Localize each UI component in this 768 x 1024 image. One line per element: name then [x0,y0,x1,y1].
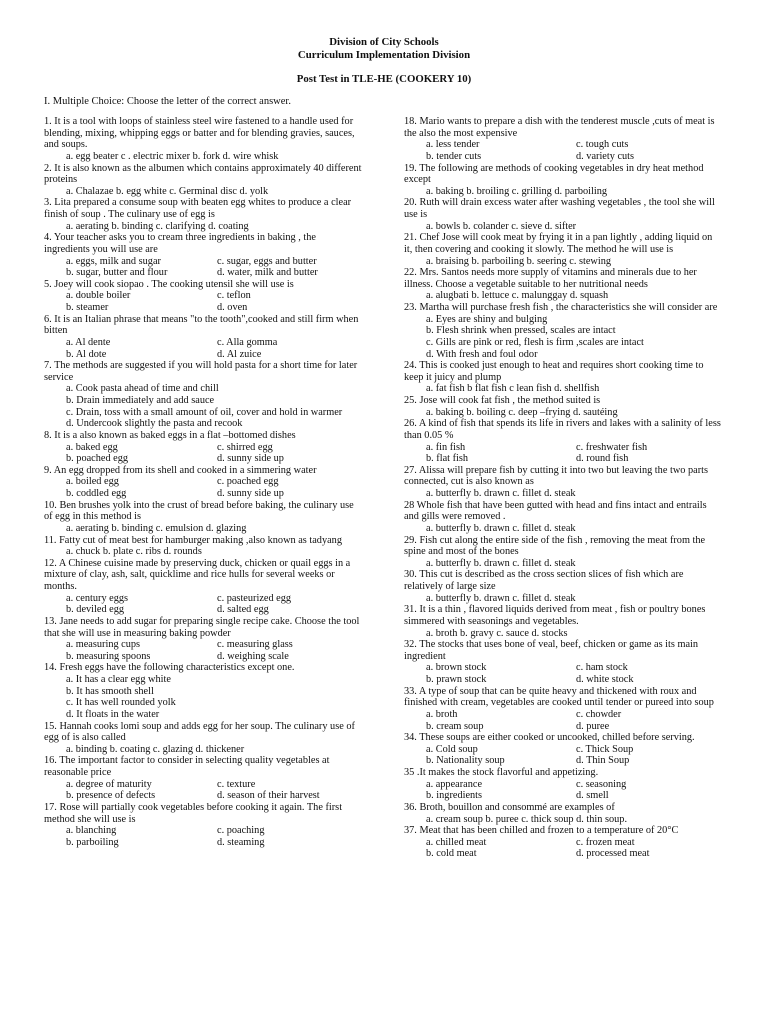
answer-option: d. Thin Soup [576,755,630,767]
answer-option: a. broth b. gravy c. sauce d. stocks [426,627,568,639]
answer-options [44,476,364,499]
question-text: 23. Martha will purchase fresh fish , the characteristics she will consider are [404,302,718,313]
answer-option: c. ham stock [576,662,628,674]
answer-option: c. Gills are pink or red, flesh is firm ,scales are intact [426,336,644,348]
question-item [44,500,364,535]
answer-options [404,709,722,732]
answer-options [404,383,722,395]
question-item [404,197,722,232]
question-text: 21. Chef Jose will cook meat by frying it in a pan lightly , adding liquid on it, then covering and cooking it slowly. The method he will use is [404,232,713,255]
question-item [404,825,722,860]
answer-option: c. Drain, toss with a small amount of oil, cover and hold in warmer [66,406,343,418]
answer-option: a. butterfly b. drawn c. fillet d. steak [426,557,576,569]
question-item [404,802,722,825]
answer-option: b. poached egg [66,453,129,465]
answer-option: c. Thick Soup [576,743,634,755]
answer-option: d. sunny side up [217,453,284,465]
answer-options [44,186,364,198]
answer-option: a. appearance [426,778,483,790]
answer-option: b. parboiling [66,836,119,848]
answer-option: d. It floats in the water [66,708,160,720]
question-text: 28 Whole fish that have been gutted with head and fins intact and entrails and gills were removed . [404,499,707,523]
answer-option: a. less tender [426,139,480,151]
question-item [404,686,722,733]
answer-option: a. chilled meat [426,836,487,848]
answer-option: c. chowder [576,708,622,720]
question-item [404,360,722,395]
answer-option: b. flat fish [426,453,469,465]
answer-options [404,139,722,162]
answer-option: a. double boiler [66,290,131,302]
answer-options [404,290,722,302]
question-item [404,232,722,267]
answer-option: b. presence of defects [66,790,156,802]
answer-option: a. boiled egg [66,476,119,488]
answer-options [404,593,722,605]
answer-option: c. shirred egg [217,441,273,453]
question-text: 10. Ben brushes yolk into the crust of bread before baking, the culinary use of egg in this method is [44,499,354,523]
answer-option: d. smell [576,790,609,802]
answer-option: d. round fish [576,453,629,465]
answer-option: a. binding b. coating c. glazing d. thickener [66,743,245,755]
answer-options [44,221,364,233]
answer-option: d. sunny side up [217,488,284,499]
answer-option: c. sugar, eggs and butter [217,255,317,267]
answer-option: a. egg beater c . electric mixer b. fork d. wire whisk [66,150,279,162]
answer-option: a. chuck b. plate c. ribs d. rounds [66,546,202,558]
question-item [44,279,364,314]
answer-option: d. salted egg [217,604,269,616]
answer-option: a. aerating b. binding c. emulsion d. glazing [66,522,247,534]
answer-option: a. aerating b. binding c. clarifying d. coating [66,220,249,232]
answer-options [44,290,364,313]
answer-option: c. It has well rounded yolk [66,697,176,709]
test-title: Post Test in TLE-HE (COOKERY 10) [296,72,472,85]
right-column [404,116,722,860]
answer-option: a. bowls b. colander c. sieve d. sifter [426,220,577,232]
answer-option: d. season of their harvest [217,790,320,802]
question-text: 26. A kind of fish that spends its life in rivers and lakes with a salinity of less than 0.05 % [404,418,721,441]
answer-options [44,256,364,279]
answer-option: d. Al zuice [217,348,262,360]
answer-option: c. pasteurized egg [217,592,292,604]
answer-option: a. Al dente [66,336,111,348]
question-item [44,616,364,663]
answer-option: d. Undercook slightly the pasta and recook [66,418,243,430]
answer-option: a. eggs, milk and sugar [66,255,161,267]
question-text: 15. Hannah cooks lomi soup and adds egg for her soup. The culinary use of egg of is also called [44,720,355,744]
answer-option: c. freshwater fish [576,441,648,453]
question-item [44,755,364,802]
answer-option: d. variety cuts [576,150,635,162]
question-text: 11. Fatty cut of meat best for hamburger making ,also known as tadyang [44,534,342,546]
question-text: 37. Meat that has been chilled and frozen to a temperature of 20°C [404,825,679,837]
answer-option: c. frozen meat [576,836,635,848]
question-item [44,360,364,430]
answer-option: a. braising b. parboiling b. seering c. stewing [426,255,612,267]
answer-options [44,744,364,756]
question-text: 13. Jane needs to add sugar for preparing single recipe cake. Choose the tool that she will use in measuring baking powder [44,615,360,639]
question-text: 33. A type of soup that can be quite heavy and thickened with roux and finished with cream, vegetables are cooked until tender or pureed into soup [404,685,714,709]
question-item [404,569,722,604]
answer-option: b. cold meat [426,848,477,860]
answer-options [404,628,722,640]
answer-option: a. blanching [66,825,117,837]
question-item [44,558,364,616]
question-item [44,662,364,720]
question-text: 5. Joey will cook siopao . The cooking utensil she will use is [44,278,294,290]
document-header [0,36,768,85]
answer-option: b. sugar, butter and flour [66,267,168,279]
question-item [44,430,364,465]
question-text: 7. The methods are suggested if you will hold pasta for a short time for later service [44,360,358,383]
question-item [44,535,364,558]
instructions: I. Multiple Choice: Choose the letter of the correct answer. [44,96,291,107]
question-item [44,802,364,849]
question-text: 32. The stocks that uses bone of veal, beef, chicken or game as its main ingredient [404,639,699,662]
answer-option: b. deviled egg [66,604,125,616]
answer-option: a. fin fish [426,441,466,453]
header-division: Division of City Schools [329,36,439,48]
question-text: 12. A Chinese cuisine made by preserving duck, chicken or quail eggs in a mixture of clay, ash, salt, quicklime and rice hulls for several weeks or months. [44,557,351,592]
question-item [44,197,364,232]
answer-options [404,221,722,233]
answer-options [404,558,722,570]
answer-option: a. baking b. broiling c. grilling d. parboiling [426,185,608,197]
question-text: 22. Mrs. Santos needs more supply of vitamins and minerals due to her illness. Choose a vegetable suitable to her nutritional needs [404,267,697,290]
answer-option: a. butterfly b. drawn c. fillet d. steak [426,488,576,499]
answer-option: a. cream soup b. puree c. thick soup d. thin soup. [426,813,628,825]
answer-option: c. tough cuts [576,139,629,151]
question-text: 20. Ruth will drain excess water after washing vegetables , the tool she will use is [404,197,715,220]
question-text: 35 .It makes the stock flavorful and appetizing. [404,767,599,778]
answer-option: a. alugbati b. lettuce c. malunggay d. squash [426,290,609,302]
answer-option: b. prawn stock [426,674,487,685]
answer-options [44,779,364,802]
answer-options [44,383,364,430]
question-item [404,604,722,639]
question-item [404,767,722,802]
question-item [44,116,364,163]
answer-options [44,337,364,360]
answer-option: d. With fresh and foul odor [426,348,538,360]
answer-option: b. steamer [66,302,109,313]
answer-option: b. measuring spoons [66,650,151,662]
answer-option: c. poached egg [217,476,279,488]
answer-option: b. tender cuts [426,150,482,162]
answer-option: a. century eggs [66,592,129,604]
answer-options [404,814,722,826]
question-text: 4. Your teacher asks you to cream three ingredients in baking , the ingredients you will use are [44,232,316,255]
question-text: 1. It is a tool with loops of stainless steel wire fastened to a handle used for blending, mixing, whipping eggs or batter and for blending gravies, sauces, and soups. [44,116,355,151]
answer-options [404,662,722,685]
question-item [404,535,722,570]
header-curriculum: Curriculum Implementation Division [297,48,471,61]
question-item [44,465,364,500]
question-text: 8. It is a also known as baked eggs in a flat –bottomed dishes [44,429,296,441]
answer-option: d. processed meat [576,848,650,860]
answer-option: a. fat fish b flat fish c lean fish d. shellfish [426,383,600,395]
answer-options [404,314,722,361]
answer-options [404,488,722,500]
question-text: 14. Fresh eggs have the following characteristics except one. [44,662,295,674]
answer-options [404,523,722,535]
answer-options [44,674,364,721]
question-item [404,465,722,500]
question-text: 34. These soups are either cooked or uncooked, chilled before serving. [404,732,695,744]
left-column [44,116,364,848]
answer-option: c. poaching [217,825,265,837]
answer-options [44,639,364,662]
answer-options [44,523,364,535]
answer-option: b. ingredients [426,790,483,802]
answer-option: b. It has smooth shell [66,685,154,697]
question-item [404,639,722,686]
answer-option: a. Chalazae b. egg white c. Germinal disc d. yolk [66,185,269,197]
answer-option: d. steaming [217,836,265,848]
answer-options [404,442,722,465]
answer-option: a. Cold soup [426,743,478,755]
answer-option: c. seasoning [576,778,627,790]
answer-option: c. Alla gomma [217,336,278,348]
question-text: 27. Alissa will prepare fish by cutting it into two but leaving the two parts connected, cut is also known as [404,464,708,488]
question-text: 17. Rose will partially cook vegetables before cooking it again. The first method she will use is [44,801,343,825]
answer-option: a. baked egg [66,441,118,453]
question-item [404,732,722,767]
answer-options [44,442,364,465]
answer-options [404,256,722,268]
answer-option: a. Eyes are shiny and bulging [426,313,548,325]
answer-option: d. water, milk and butter [217,267,318,279]
answer-options [404,779,722,802]
question-text: 29. Fish cut along the entire side of the fish , removing the meat from the spine and most of the bones [404,534,706,558]
question-text: 24. This is cooked just enough to heat and requires short cooking time to keep it juicy and plump [404,360,704,383]
question-item [404,302,722,360]
answer-option: d. weighing scale [217,650,289,662]
question-text: 18. Mario wants to prepare a dish with the tenderest muscle ,cuts of meat is the also the most expensive [404,116,715,139]
question-item [404,163,722,198]
question-text: 30. This cut is described as the cross section slices of fish which are relatively of large size [404,569,684,592]
answer-option: a. butterfly b. drawn c. fillet d. steak [426,592,576,604]
question-text: 9. An egg dropped from its shell and cooked in a simmering water [44,464,317,476]
question-text: 19. The following are methods of cooking vegetables in dry heat method except [404,162,704,186]
question-item [404,395,722,418]
answer-options [404,407,722,419]
answer-option: a. baking b. boiling c. deep –frying d. sautéing [426,406,618,418]
question-item [404,267,722,302]
answer-option: d. oven [217,302,248,313]
question-text: 3. Lita prepared a consume soup with beaten egg whites to produce a clear finish of soup . The culinary use of egg is [44,197,352,220]
answer-option: a. degree of maturity [66,778,152,790]
question-item [44,163,364,198]
answer-option: a. measuring cups [66,639,141,651]
answer-option: a. brown stock [426,662,487,674]
question-text: 6. It is an Italian phrase that means "to the tooth",cooked and still firm when bitten [44,313,359,337]
answer-option: b. Flesh shrink when pressed, scales are intact [426,325,616,337]
answer-option: a. Cook pasta ahead of time and chill [66,383,219,395]
question-text: 25. Jose will cook fat fish , the method suited is [404,395,601,406]
answer-options [404,186,722,198]
question-item [44,721,364,756]
answer-option: b. Nationality soup [426,755,505,767]
answer-options [44,546,364,558]
answer-option: d. white stock [576,674,634,685]
answer-options [44,151,364,163]
question-text: 2. It is also known as the albumen which contains approximately 40 different proteins [44,162,362,186]
question-item [404,500,722,535]
question-text: 36. Broth, bouillon and consommé are examples of [404,801,615,813]
answer-options [44,593,364,616]
answer-option: b. Drain immediately and add sauce [66,395,215,406]
answer-option: b. Al dote [66,348,107,360]
answer-option: b. cream soup [426,720,484,732]
answer-option: a. It has a clear egg white [66,674,171,685]
question-item [404,418,722,465]
question-text: 16. The important factor to consider in selecting quality vegetables at reasonable price [44,755,330,778]
answer-option: b. coddled egg [66,488,127,499]
question-item [404,116,722,163]
answer-options [404,744,722,767]
answer-option: a. butterfly b. drawn c. fillet d. steak [426,522,576,534]
answer-options [44,825,364,848]
answer-option: a. broth [426,708,458,720]
question-item [44,314,364,361]
question-item [44,232,364,279]
answer-option: c. teflon [217,290,251,302]
answer-option: c. texture [217,778,256,790]
question-text: 31. It is a thin , flavored liquids derived from meat , fish or poultry bones simmered with seasonings and vegetables. [404,604,706,627]
answer-option: c. measuring glass [217,639,293,651]
answer-option: d. puree [576,720,610,732]
answer-options [404,837,722,860]
